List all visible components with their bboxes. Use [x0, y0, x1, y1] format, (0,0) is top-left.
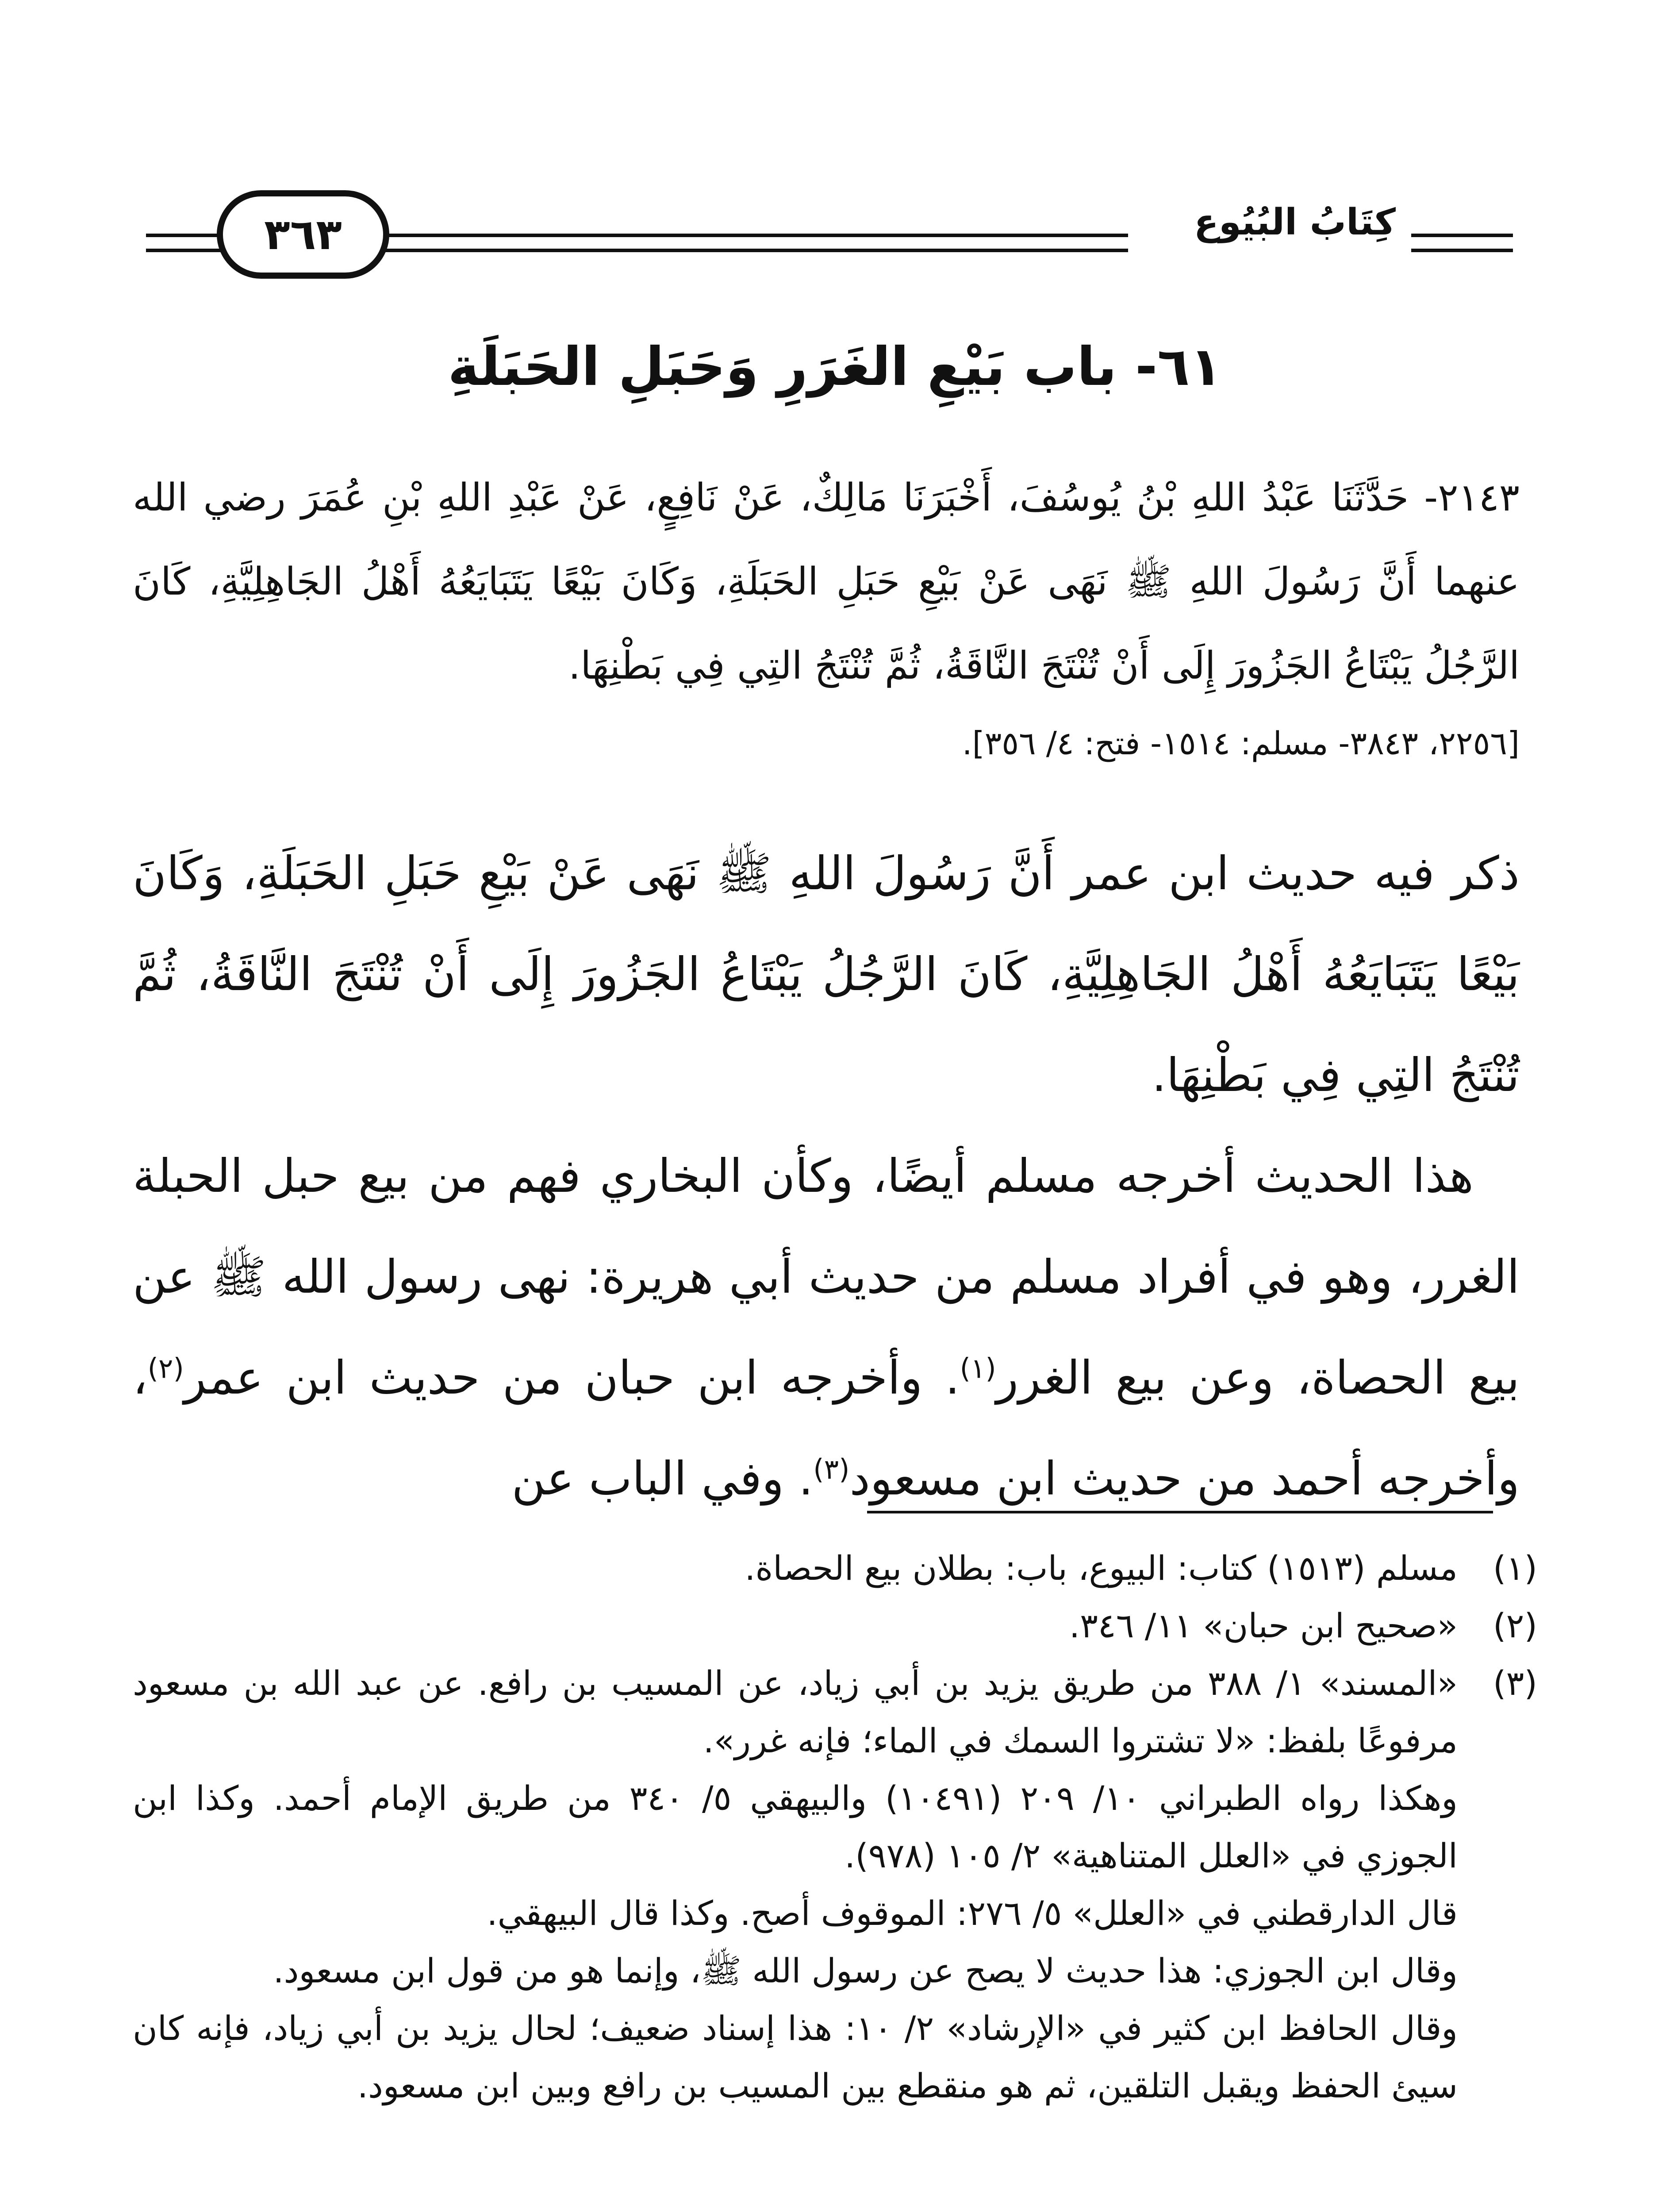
footnote-2	[133, 1597, 1537, 1655]
footnote-line: «صحيح ابن حبان» ١١/ ٣٤٦.	[1069, 1606, 1458, 1645]
hadith-block	[133, 456, 1520, 779]
footnote-line: قال الدارقطني في «العلل» ٥/ ٢٧٦: الموقوف أصح. وكذا قال البيهقي.	[487, 1893, 1458, 1933]
footnote-line: وقال ابن الجوزي: هذا حديث لا يصح عن رسول الله ﷺ، وإنما هو من قول ابن مسعود.	[273, 1951, 1458, 1990]
commentary-block	[133, 823, 1520, 1529]
footnote-number: (١)	[1493, 1548, 1537, 1588]
footnote-line: «المسند» ١/ ٣٨٨ من طريق يزيد بن أبي زياد، عن المسيب بن رافع. عن عبد الله بن مسعود مرفوعًا بلفظ: «لا تشتروا السمك في الماء؛ فإنه غرر».	[133, 1663, 1458, 1760]
footnote-body	[133, 1597, 1458, 1655]
footnote-line: مسلم (١٥١٣) كتاب: البيوع، باب: بطلان بيع الحصاة.	[745, 1548, 1458, 1588]
header-rule-right	[1411, 234, 1513, 252]
footnote-1	[133, 1540, 1537, 1597]
footnote-line: وهكذا رواه الطبراني ١٠/ ٢٠٩ (١٠٤٩١) والبيهقي ٥/ ٣٤٠ من طريق الإمام أحمد. وكذا ابن الجوزي في «العلل المتناهية» ٢/ ١٠٥ (٩٧٨).	[133, 1778, 1458, 1875]
footnotes	[133, 1540, 1537, 2115]
hadith-text: ٢١٤٣- حَدَّثَنَا عَبْدُ اللهِ بْنُ يُوسُفَ، أَخْبَرَنَا مَالِكٌ، عَنْ نَافِعٍ، عَنْ عَبْدِ اللهِ بْنِ عُمَرَ رضي الله عنهما أَنَّ رَسُولَ اللهِ ﷺ نَهَى عَنْ بَيْعِ حَبَلِ الحَبَلَةِ، وَكَانَ بَيْعًا يَتَبَايَعُهُ أَهْلُ الجَاهِلِيَّةِ، كَانَ الرَّجُلُ يَبْتَاعُ الجَزُورَ إِلَى أَنْ تُنْتَجَ النَّاقَةُ، ثُمَّ تُنْتَجُ التِي فِي بَطْنِهَا.	[133, 476, 1520, 688]
footnote-body	[133, 1655, 1458, 2115]
header-rule-middle	[376, 234, 1128, 252]
hadith-references: [٢٢٥٦، ٣٨٤٣- مسلم: ١٥١٤- فتح: ٤/ ٣٥٦].	[962, 725, 1520, 762]
footnote-body	[133, 1540, 1458, 1597]
footnote-3	[133, 1655, 1537, 2115]
commentary-text: . وفي الباب عن	[511, 1452, 814, 1505]
running-head: كِتَابُ البُيُوع	[1194, 201, 1396, 243]
commentary-paragraph-2	[133, 1125, 1520, 1529]
footnote-ref-1[interactable]: (١)	[960, 1352, 996, 1385]
footnote-line: وقال الحافظ ابن كثير في «الإرشاد» ٢/ ١٠: هذا إسناد ضعيف؛ لحال يزيد بن أبي زياد، فإنه كان سيئ الحفظ ويقبل التلقين، ثم هو منقطع بين المسيب بن رافع وبين ابن مسعود.	[133, 2008, 1458, 2105]
commentary-text: هذا الحديث أخرجه مسلم أيضًا، وكأن البخاري فهم من بيع حبل الحبلة الغرر، وهو في أفراد مسلم من حديث أبي هريرة: نهى رسول الله ﷺ عن بيع الحصاة، وعن بيع الغرر	[133, 1149, 1520, 1405]
commentary-paragraph-1: ذكر فيه حديث ابن عمر أَنَّ رَسُولَ اللهِ ﷺ نَهَى عَنْ بَيْعِ حَبَلِ الحَبَلَةِ، وَكَانَ بَيْعًا يَتَبَايَعُهُ أَهْلُ الجَاهِلِيَّةِ، كَانَ الرَّجُلُ يَبْتَاعُ الجَزُورَ إِلَى أَنْ تُنْتَجَ النَّاقَةُ، ثُمَّ تُنْتَجُ التِي فِي بَطْنِهَا.	[133, 846, 1520, 1102]
chapter-title: ٦١- باب بَيْعِ الغَرَرِ وَحَبَلِ الحَبَلَةِ	[448, 336, 1222, 398]
footnote-number: (٢)	[1493, 1606, 1537, 1645]
footnote-ref-3[interactable]: (٣)	[813, 1453, 850, 1486]
commentary-text: . وأخرجه ابن حبان من حديث ابن عمر	[184, 1351, 960, 1405]
commentary-text: ، وأخرجه أحمد من حديث ابن مسعود	[133, 1351, 1520, 1505]
footnote-ref-2[interactable]: (٢)	[147, 1352, 184, 1385]
footnote-separator	[867, 1511, 1493, 1513]
page-number: ٣٦٣	[217, 190, 389, 279]
footnote-number: (٣)	[1493, 1663, 1537, 1703]
